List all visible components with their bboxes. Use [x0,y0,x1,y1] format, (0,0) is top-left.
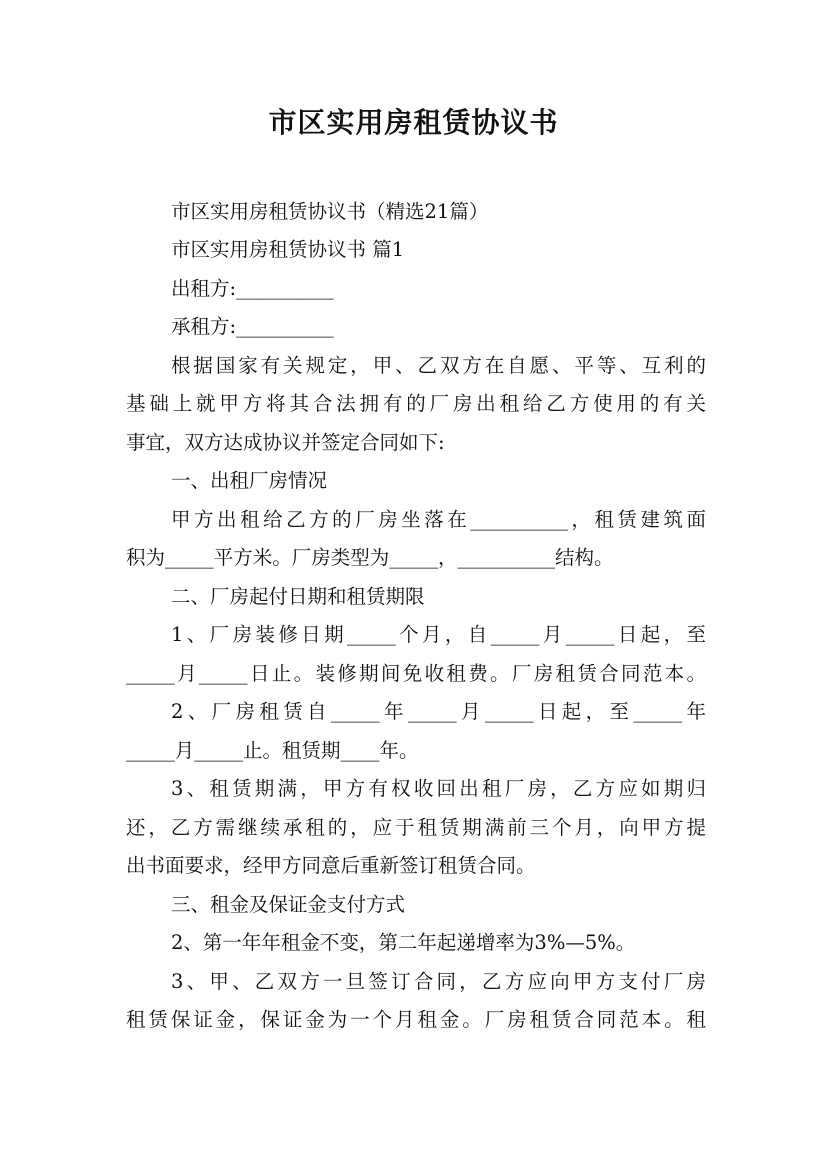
section-heading-line: 市区实用房租赁协议书 篇1 [171,238,405,261]
clause-heading: 一、出租厂房情况 [171,469,328,492]
paragraph-line: _____月_____止。租赁期____年。 [126,739,419,762]
paragraph-line: 基础上就甲方将其合法拥有的厂房出租给乙方使用的有关 [126,392,706,415]
paragraph-line: 2、第一年年租金不变，第二年起递增率为3%—5%。 [171,931,636,954]
document-title: 市区实用房租赁协议书 [268,106,559,139]
paragraph-line: 2、厂房租赁自_____年_____月_____日起，至_____年 [171,700,706,723]
subtitle-line: 市区实用房租赁协议书（精选21篇） [171,200,489,223]
paragraph-line: 还，乙方需继续承租的，应于租赁期满前三个月，向甲方提 [126,816,706,839]
paragraph-line: 3、甲、乙双方一旦签订合同，乙方应向甲方支付厂房 [171,970,706,993]
clause-heading: 三、租金及保证金支付方式 [171,893,406,916]
lessee-line: 承租方:__________ [171,315,334,338]
paragraph-line: 租赁保证金，保证金为一个月租金。厂房租赁合同范本。租 [126,1008,706,1031]
clause-heading: 二、厂房起付日期和租赁期限 [171,585,425,608]
paragraph-line: 根据国家有关规定，甲、乙双方在自愿、平等、互利的 [171,354,706,377]
paragraph-line: 1、厂房装修日期_____个月，自_____月_____日起，至 [171,623,706,646]
paragraph-line: _____月_____日止。装修期间免收租费。厂房租赁合同范本。 [126,662,706,685]
paragraph-line: 积为_____平方米。厂房类型为_____，__________结构。 [126,546,614,569]
paragraph-line: 出书面要求，经甲方同意后重新签订租赁合同。 [126,854,536,877]
paragraph-line: 甲方出租给乙方的厂房坐落在__________，租赁建筑面 [171,508,706,531]
paragraph-line: 事宜，双方达成协议并签定合同如下: [126,431,445,454]
paragraph-line: 3、租赁期满，甲方有权收回出租厂房，乙方应如期归 [171,777,706,800]
lessor-line: 出租方:__________ [171,277,334,300]
